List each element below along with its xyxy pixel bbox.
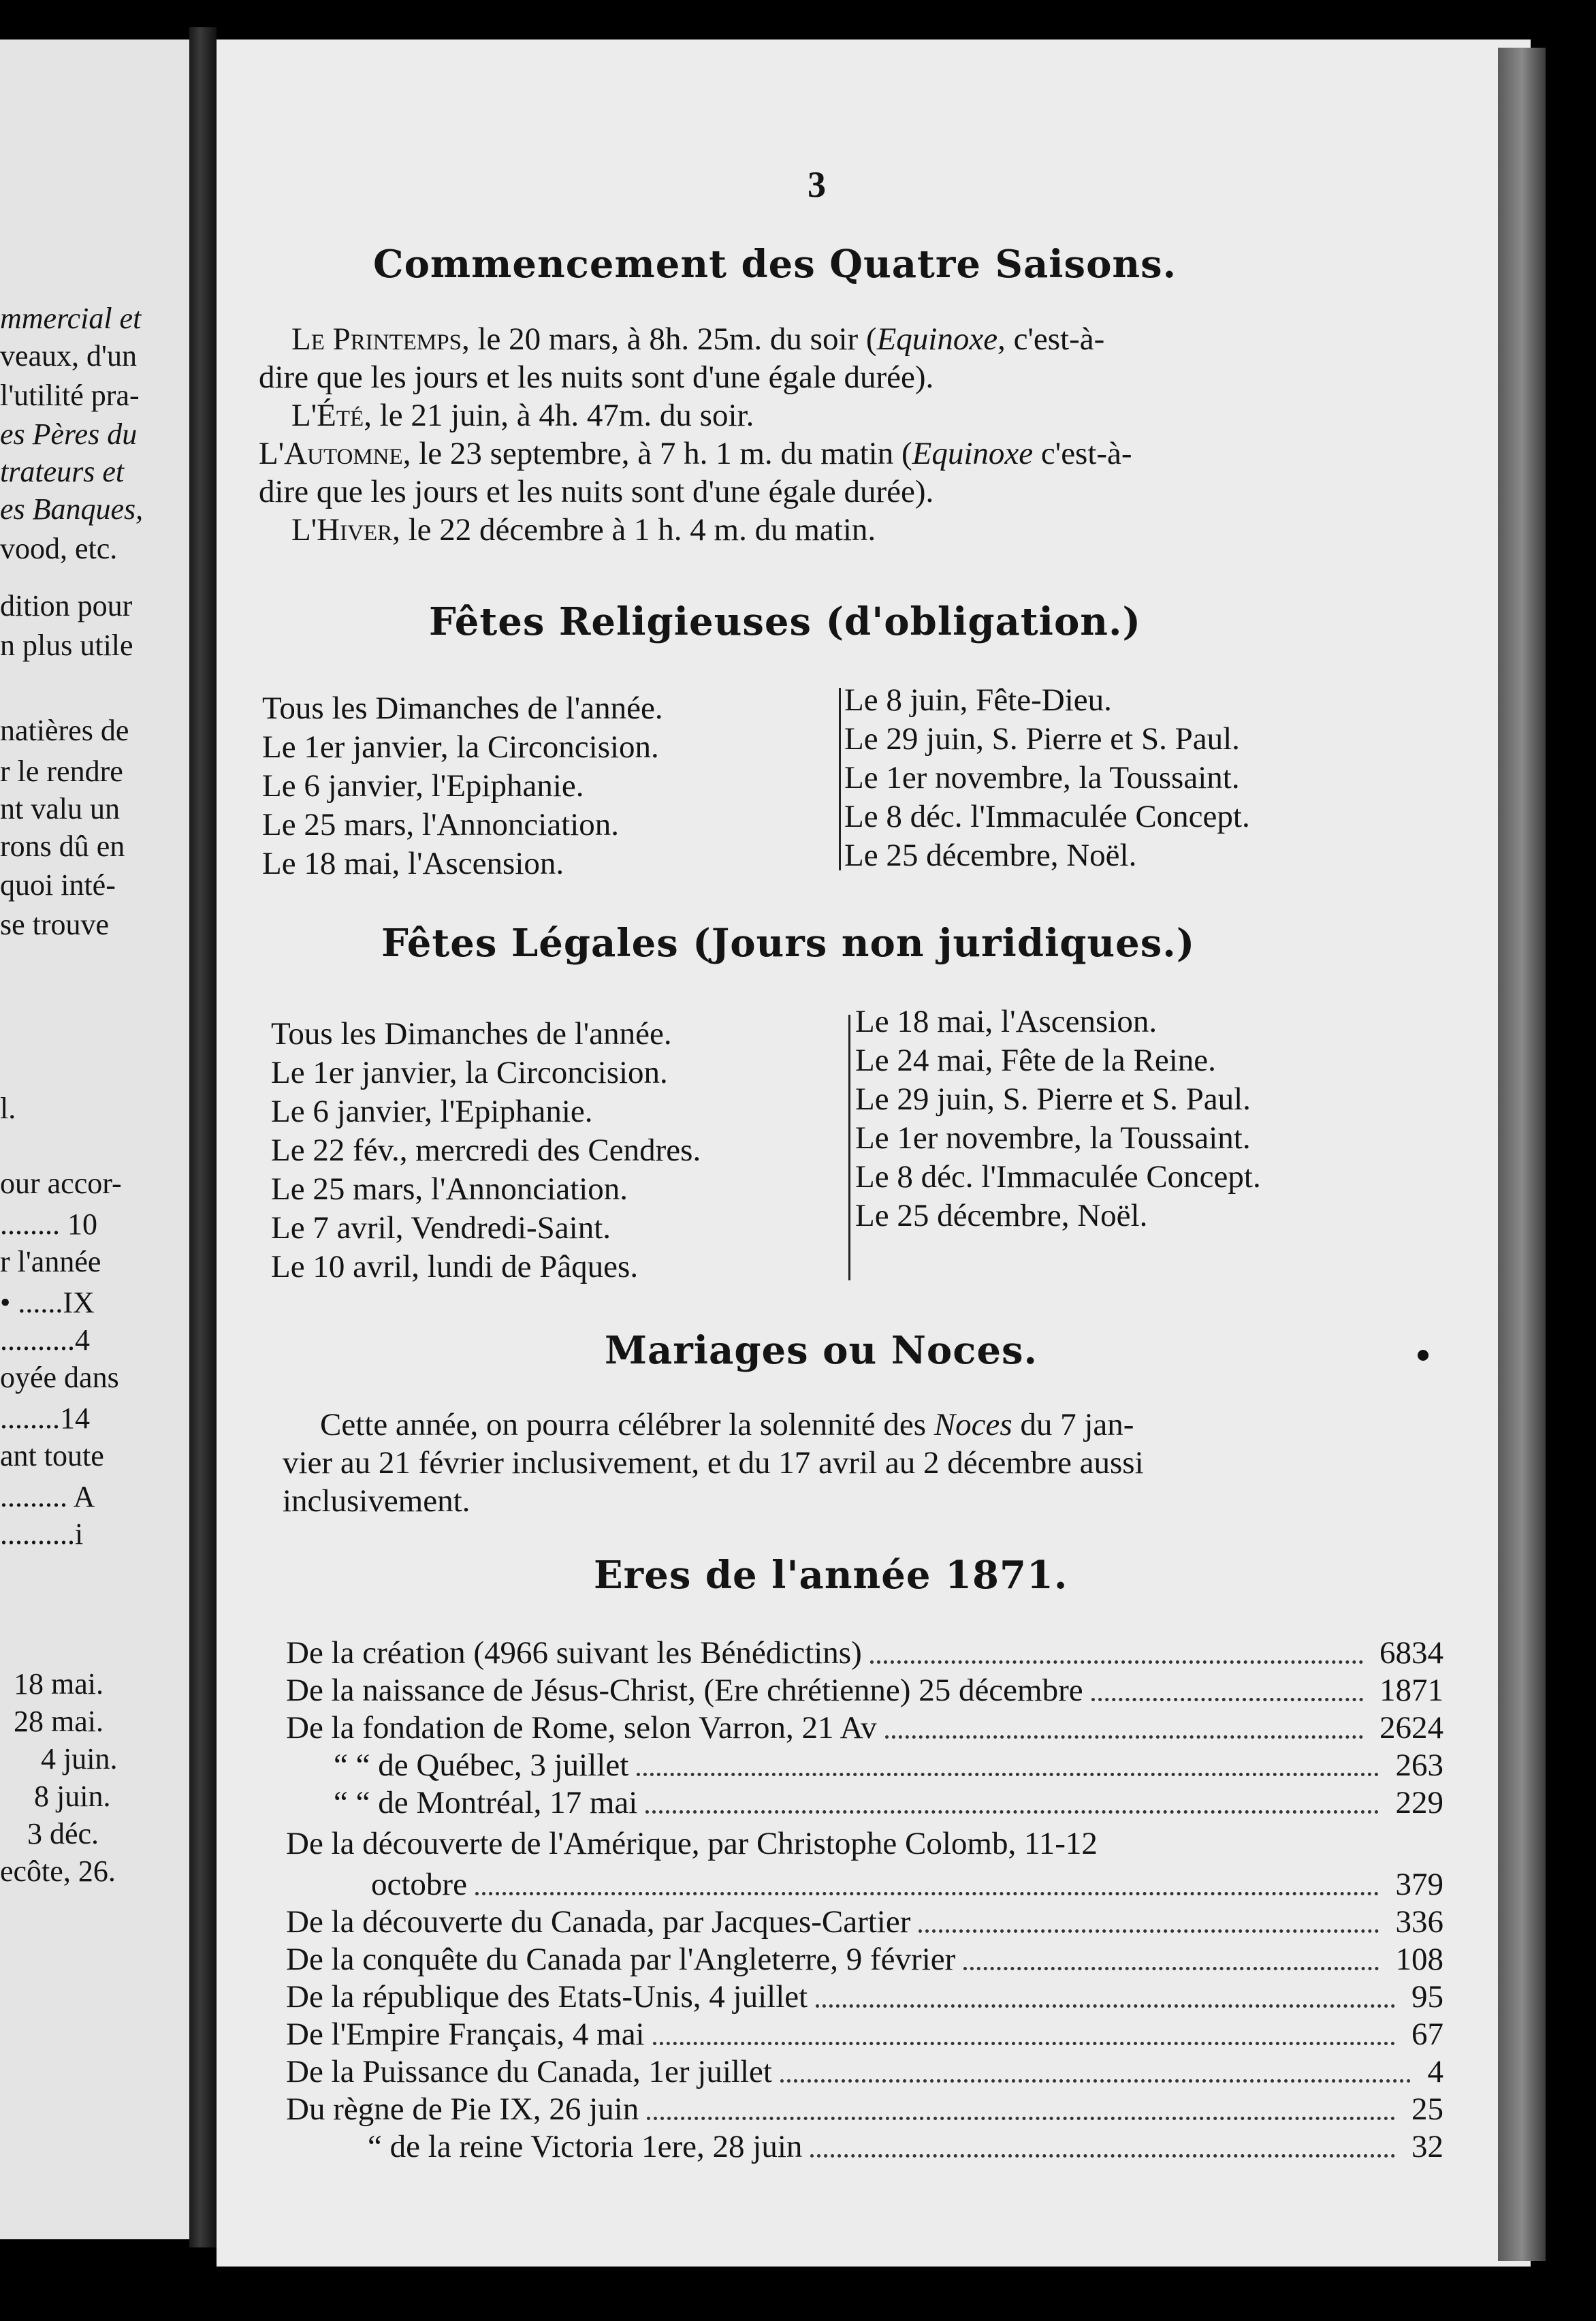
era-label: octobre (371, 1867, 467, 1902)
season-text: dire que les jours et les nuits sont d'une égale durée). (259, 474, 934, 509)
era-value: 336 (1395, 1904, 1443, 1940)
season-text: c'est-à- (1033, 436, 1132, 471)
list-item: Le 6 janvier, l'Epiphanie. (271, 1094, 593, 1129)
book-gutter (189, 27, 217, 2247)
religious-feasts-left-column (262, 689, 663, 883)
left-page-text: mmercial et (0, 302, 142, 335)
left-page-text: es Banques, (0, 492, 144, 526)
column-divider (839, 688, 841, 870)
era-label: De la fondation de Rome, selon Varron, 21 Av (286, 1710, 877, 1746)
page-number: 3 (808, 164, 826, 205)
left-page-text: rons dû en (0, 830, 125, 863)
left-page-text: nt valu un (0, 792, 120, 825)
list-item: Tous les Dimanches de l'année. (262, 691, 663, 726)
list-item: Le 7 avril, Vendredi-Saint. (271, 1210, 611, 1246)
marriages-line-2: vier au 21 février inclusivement, et du 17 avril au 2 décembre aussi (283, 1445, 1144, 1481)
list-item: Le 10 avril, lundi de Pâques. (271, 1249, 639, 1284)
era-label: De la découverte de l'Amérique, par Christophe Colomb, 11-12 (286, 1826, 1098, 1861)
era-label: De la création (4966 suivant les Bénédictins) (286, 1635, 862, 1671)
season-text: , le 23 septembre, à 7 h. 1 m. du matin ( (402, 436, 912, 471)
era-value: 229 (1395, 1785, 1443, 1820)
era-label: De la naissance de Jésus-Christ, (Ere chrétienne) 25 décembre (286, 1673, 1083, 1708)
season-line (291, 396, 754, 435)
era-value: 67 (1411, 2017, 1443, 2052)
left-page-text: ant toute (0, 1439, 104, 1472)
leader-dots (816, 1978, 1395, 2008)
list-item: Le 1er novembre, la Toussaint. (844, 760, 1240, 795)
era-row (286, 1825, 1443, 1864)
era-row (286, 2128, 1443, 2167)
era-label: De la conquête du Canada par l'Angleterre, 9 février (286, 1942, 956, 1977)
season-name: L'Hiver (291, 512, 393, 548)
list-item: Le 25 décembre, Noël. (855, 1198, 1148, 1233)
seasons-heading: Commencement des Quatre Saisons. (373, 242, 1177, 287)
era-row (286, 2016, 1443, 2055)
leader-dots (963, 1941, 1379, 1970)
era-label: “ “ de Québec, 3 juillet (334, 1748, 629, 1783)
left-page-text: l. (0, 1092, 16, 1125)
marriages-italic: Noces (933, 1407, 1012, 1442)
list-item: Le 29 juin, S. Pierre et S. Paul. (844, 721, 1240, 757)
column-divider (848, 1015, 850, 1280)
legal-holidays-heading: Fêtes Légales (Jours non juridiques.) (381, 921, 1196, 966)
era-value: 95 (1411, 1979, 1443, 2015)
left-page-text: 8 juin. (34, 1780, 111, 1813)
season-line (291, 320, 1104, 358)
left-page-text: veaux, d'un (0, 339, 137, 373)
leader-dots (919, 1904, 1379, 1933)
era-row (286, 1709, 1443, 1748)
left-page-text: se trouve (0, 908, 110, 941)
era-value: 6834 (1379, 1635, 1443, 1671)
left-page-text: • ......IX (0, 1286, 95, 1319)
left-page-fragment (0, 40, 204, 2239)
season-line (259, 358, 933, 396)
era-label: De la république des Etats-Unis, 4 juillet (286, 1979, 808, 2015)
list-item: Tous les Dimanches de l'année. (271, 1016, 672, 1052)
left-page-text: ........14 (0, 1402, 90, 1435)
left-page-text: 28 mai. (14, 1705, 103, 1738)
leader-dots (653, 2016, 1395, 2045)
season-name: L'Automne (259, 436, 403, 471)
era-label: “ “ de Montréal, 17 mai (334, 1785, 638, 1820)
era-value: 108 (1395, 1942, 1443, 1977)
marriages-line-3: inclusivement. (283, 1483, 470, 1519)
season-italic: Equinoxe (912, 436, 1034, 471)
marriages-line-1 (320, 1406, 1134, 1444)
era-row (286, 1672, 1443, 1711)
era-value: 25 (1411, 2091, 1443, 2127)
era-row (286, 2091, 1443, 2130)
list-item: Le 22 fév., mercredi des Cendres. (271, 1133, 701, 1168)
eras-heading: Eres de l'année 1871. (594, 1553, 1068, 1598)
left-page-text: ..........4 (0, 1323, 90, 1357)
era-value: 1871 (1379, 1673, 1443, 1708)
leader-dots (780, 2053, 1411, 2083)
era-value: 4 (1427, 2054, 1443, 2089)
list-item: Le 1er janvier, la Circoncision. (262, 729, 659, 765)
left-page-text: our accor- (0, 1167, 122, 1200)
season-name: Le Printemps (291, 321, 462, 357)
list-item: Le 24 mai, Fête de la Reine. (855, 1043, 1216, 1078)
leader-dots (885, 1709, 1363, 1739)
left-page-text: natières de (0, 714, 129, 747)
marriages-text: du 7 jan- (1012, 1407, 1134, 1442)
list-item: Le 25 mars, l'Annonciation. (262, 807, 620, 842)
leader-dots (637, 1747, 1379, 1776)
era-row (286, 1866, 1443, 1905)
left-page-text: n plus utile (0, 629, 133, 662)
marriages-text: Cette année, on pourra célébrer la solennité des (320, 1407, 934, 1442)
left-page-text: ........ 10 (0, 1207, 97, 1241)
leader-dots (810, 2128, 1395, 2158)
era-label: De la Puissance du Canada, 1er juillet (286, 2054, 772, 2089)
leader-dots (870, 1635, 1363, 1664)
list-item: Le 8 déc. l'Immaculée Concept. (855, 1159, 1261, 1195)
era-label: De l'Empire Français, 4 mai (286, 2017, 645, 2052)
left-page-text: 3 déc. (27, 1817, 99, 1850)
season-text: , le 21 juin, à 4h. 47m. du soir. (364, 398, 754, 433)
list-item: Le 8 juin, Fête-Dieu. (844, 682, 1112, 718)
dot-mark (1418, 1350, 1429, 1361)
left-page-text: es Pères du (0, 417, 138, 451)
left-page-text: 4 juin. (41, 1742, 118, 1775)
leader-dots (1091, 1672, 1363, 1701)
era-value: 32 (1411, 2129, 1443, 2164)
marriages-heading: Mariages ou Noces. (605, 1328, 1038, 1373)
season-line (259, 473, 933, 511)
left-page-text: ......... A (0, 1480, 95, 1513)
list-item: Le 25 mars, l'Annonciation. (271, 1171, 628, 1207)
left-page-text: 18 mai. (14, 1667, 103, 1701)
left-page-text: trateurs et (0, 455, 125, 488)
era-row (286, 2053, 1443, 2092)
list-item: Le 1er janvier, la Circoncision. (271, 1055, 668, 1090)
religious-feasts-right-column (844, 681, 1250, 875)
season-text: , le 22 décembre à 1 h. 4 m. du matin. (392, 512, 876, 548)
left-page-text: vood, etc. (0, 532, 118, 565)
leader-dots (645, 1784, 1379, 1814)
legal-holidays-left-column (271, 1015, 701, 1286)
era-value: 379 (1395, 1867, 1443, 1902)
list-item: Le 29 juin, S. Pierre et S. Paul. (855, 1081, 1251, 1117)
era-row (286, 1747, 1443, 1786)
page-edge-shadow (1498, 48, 1546, 2261)
left-page-text: quoi inté- (0, 868, 116, 902)
season-italic: Equinoxe, (876, 321, 1006, 357)
season-line (291, 511, 876, 549)
season-text: dire que les jours et les nuits sont d'une égale durée). (259, 360, 934, 395)
left-page-text: l'utilité pra- (0, 379, 140, 412)
list-item: Le 6 janvier, l'Epiphanie. (262, 768, 584, 804)
left-page-text: r le rendre (0, 755, 123, 788)
left-page-text: r l'année (0, 1245, 101, 1278)
era-label: Du règne de Pie IX, 26 juin (286, 2091, 639, 2127)
leader-dots (475, 1866, 1379, 1895)
season-text: c'est-à- (1005, 321, 1105, 357)
era-label: “ de la reine Victoria 1ere, 28 juin (368, 2129, 803, 2164)
list-item: Le 1er novembre, la Toussaint. (855, 1120, 1251, 1156)
leader-dots (647, 2091, 1395, 2120)
era-row (286, 1784, 1443, 1823)
era-row (286, 1978, 1443, 2017)
era-value: 2624 (1379, 1710, 1443, 1746)
era-value: 263 (1395, 1748, 1443, 1783)
religious-feasts-heading: Fêtes Religieuses (d'obligation.) (429, 599, 1142, 644)
season-text: , le 20 mars, à 8h. 25m. du soir ( (461, 321, 877, 357)
era-label: De la découverte du Canada, par Jacques-Cartier (286, 1904, 911, 1940)
left-page-text: oyée dans (0, 1361, 119, 1394)
era-row (286, 1941, 1443, 1980)
left-page-text: ..........i (0, 1517, 84, 1551)
season-line (259, 435, 1132, 473)
era-row (286, 1904, 1443, 1942)
list-item: Le 18 mai, l'Ascension. (855, 1004, 1158, 1039)
era-row (286, 1635, 1443, 1673)
left-page-text: dition pour (0, 589, 133, 622)
season-name: L'Été (291, 398, 364, 433)
list-item: Le 18 mai, l'Ascension. (262, 846, 564, 881)
list-item: Le 25 décembre, Noël. (844, 838, 1137, 873)
list-item: Le 8 déc. l'Immaculée Concept. (844, 799, 1250, 834)
left-page-text: ecôte, 26. (0, 1854, 116, 1888)
legal-holidays-right-column (855, 1002, 1261, 1235)
